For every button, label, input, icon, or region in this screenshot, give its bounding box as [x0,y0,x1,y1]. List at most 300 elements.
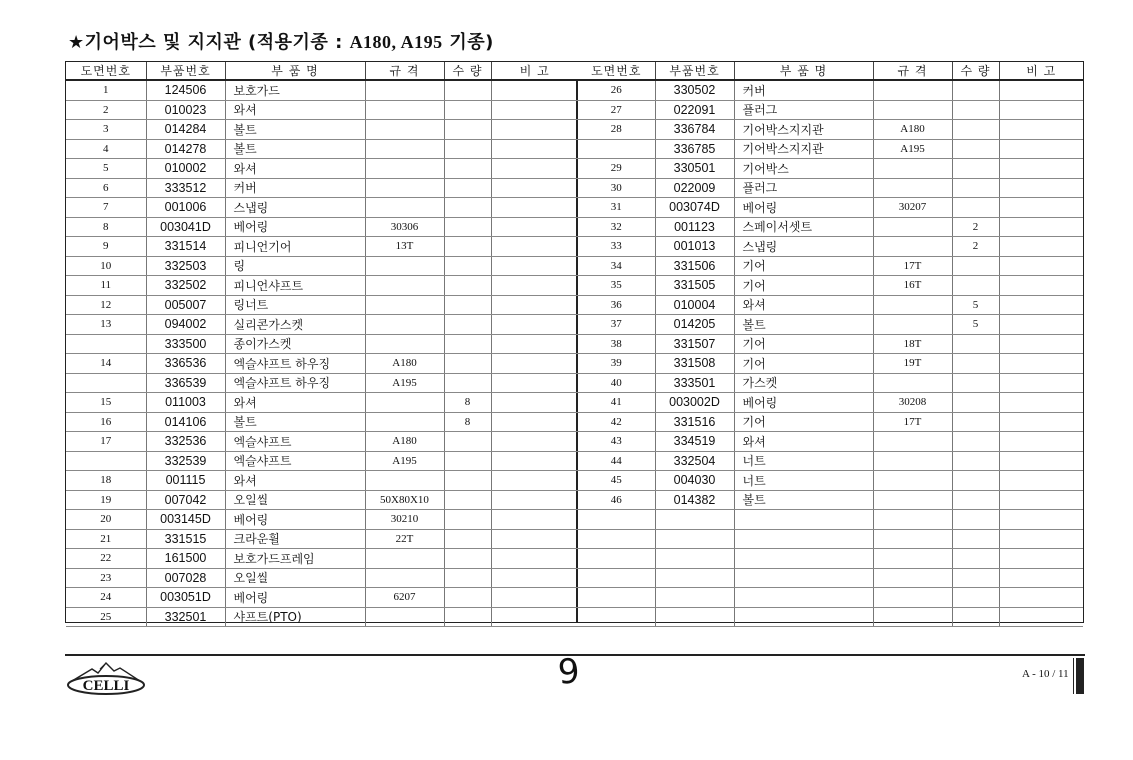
part-name-cell: 기어 [734,256,873,276]
remark-cell [999,568,1083,588]
parts-list [65,61,1084,623]
drawing-no-cell [578,588,655,608]
drawing-no-cell: 31 [578,198,655,218]
table-row [66,178,578,198]
drawing-no-cell: 14 [66,354,146,374]
spec-cell [365,295,444,315]
table-row [578,217,1083,237]
part-name-cell: 베어링 [225,217,365,237]
spec-cell [873,451,952,471]
remark-cell [999,490,1083,510]
table-row [578,432,1083,452]
part-name-cell: 엑슬샤프트 [225,432,365,452]
table-row [578,178,1083,198]
table-row [66,471,578,491]
handwritten-page-mark: 9 [556,651,582,693]
drawing-no-cell: 26 [578,80,655,100]
drawing-no-cell: 8 [66,217,146,237]
drawing-no-cell [66,373,146,393]
table-row [66,393,578,413]
spec-cell: A195 [365,451,444,471]
header-part-no: 부품번호 [146,62,225,80]
drawing-no-cell: 13 [66,315,146,335]
remark-cell [491,607,578,627]
qty-cell [444,295,491,315]
drawing-no-cell: 32 [578,217,655,237]
remark-cell [999,217,1083,237]
remark-cell [999,120,1083,140]
part-no-cell: 014278 [146,139,225,159]
page-title [68,28,494,54]
remark-cell [491,490,578,510]
part-no-cell: 010023 [146,100,225,120]
qty-cell [444,529,491,549]
table-row [578,100,1083,120]
header-qty: 수 량 [444,62,491,80]
qty-cell [952,471,999,491]
drawing-no-cell: 1 [66,80,146,100]
table-row [578,412,1083,432]
drawing-no-cell: 12 [66,295,146,315]
drawing-no-cell: 33 [578,237,655,257]
part-no-cell: 330502 [655,80,734,100]
part-no-cell: 333512 [146,178,225,198]
remark-cell [999,334,1083,354]
spec-cell: A195 [873,139,952,159]
part-no-cell: 331516 [655,412,734,432]
table-row [66,315,578,335]
part-no-cell: 014382 [655,490,734,510]
part-no-cell: 336784 [655,120,734,140]
drawing-no-cell: 37 [578,315,655,335]
part-name-cell: 크라운휠 [225,529,365,549]
qty-cell: 2 [952,237,999,257]
drawing-no-cell: 24 [66,588,146,608]
page-number: A - 10 / 11 [1022,668,1069,680]
qty-cell [444,315,491,335]
table-row [66,568,578,588]
qty-cell [444,471,491,491]
table-row [578,120,1083,140]
qty-cell: 8 [444,393,491,413]
drawing-no-cell [578,568,655,588]
spec-cell [873,159,952,179]
qty-cell [952,159,999,179]
remark-cell [491,276,578,296]
drawing-no-cell: 28 [578,120,655,140]
table-row [578,588,1083,608]
celli-logo [66,659,146,695]
spec-cell [873,432,952,452]
part-no-cell: 333500 [146,334,225,354]
drawing-no-cell: 39 [578,354,655,374]
part-no-cell: 007028 [146,568,225,588]
qty-cell [444,178,491,198]
part-name-cell: 베어링 [734,198,873,218]
table-row [578,237,1083,257]
table-row [66,432,578,452]
qty-cell [952,568,999,588]
part-no-cell: 007042 [146,490,225,510]
remark-cell [999,373,1083,393]
remark-cell [999,412,1083,432]
remark-cell [491,588,578,608]
spec-cell [365,120,444,140]
spec-cell: A180 [365,432,444,452]
part-name-cell: 너트 [734,471,873,491]
qty-cell [444,432,491,452]
drawing-no-cell: 4 [66,139,146,159]
table-row [578,80,1083,100]
part-name-cell: 엑슬샤프트 하우징 [225,373,365,393]
part-no-cell: 336536 [146,354,225,374]
part-no-cell: 333501 [655,373,734,393]
table-row [66,549,578,569]
table-row [578,256,1083,276]
drawing-no-cell [66,334,146,354]
parts-table-body [578,80,1083,627]
remark-cell [999,276,1083,296]
spec-cell [365,256,444,276]
spec-cell [873,568,952,588]
part-no-cell: 003051D [146,588,225,608]
spec-cell [365,100,444,120]
spec-cell [365,276,444,296]
part-name-cell: 피니언샤프트 [225,276,365,296]
spec-cell: 50X80X10 [365,490,444,510]
part-no-cell: 332504 [655,451,734,471]
spec-cell [365,178,444,198]
qty-cell [444,237,491,257]
spec-cell [873,295,952,315]
part-name-cell: 너트 [734,451,873,471]
spec-cell [365,334,444,354]
title-prefix: ★기어박스 및 지지관 (적용기종 : [68,32,350,53]
part-name-cell: 볼트 [225,139,365,159]
spec-cell: 13T [365,237,444,257]
qty-cell [444,80,491,100]
spec-cell: 19T [873,354,952,374]
spec-cell [873,315,952,335]
drawing-no-cell: 19 [66,490,146,510]
part-no-cell: 331508 [655,354,734,374]
qty-cell [952,373,999,393]
part-name-cell: 와셔 [225,393,365,413]
table-row [66,80,578,100]
remark-cell [999,510,1083,530]
spec-cell [365,471,444,491]
drawing-no-cell: 3 [66,120,146,140]
part-no-cell: 331515 [146,529,225,549]
drawing-no-cell: 46 [578,490,655,510]
spec-cell [365,412,444,432]
remark-cell [491,159,578,179]
part-no-cell: 336785 [655,139,734,159]
header-part-name: 부 품 명 [734,62,873,80]
qty-cell [952,120,999,140]
drawing-no-cell: 23 [66,568,146,588]
part-name-cell [734,588,873,608]
table-row [66,334,578,354]
qty-cell: 5 [952,315,999,335]
part-name-cell: 샤프트(PTO) [225,607,365,627]
spec-cell: 17T [873,412,952,432]
remark-cell [491,471,578,491]
qty-cell [444,354,491,374]
qty-cell [444,334,491,354]
spec-cell: 30208 [873,393,952,413]
part-no-cell: 001006 [146,198,225,218]
parts-table [66,62,578,627]
part-name-cell: 피니언기어 [225,237,365,257]
remark-cell [491,393,578,413]
drawing-no-cell: 10 [66,256,146,276]
part-name-cell: 가스켓 [734,373,873,393]
qty-cell [444,549,491,569]
header-remark: 비 고 [491,62,578,80]
qty-cell: 8 [444,412,491,432]
drawing-no-cell: 41 [578,393,655,413]
spec-cell [365,198,444,218]
spec-cell [873,100,952,120]
part-no-cell: 124506 [146,80,225,100]
spec-cell [365,315,444,335]
part-name-cell: 볼트 [734,315,873,335]
spec-cell [873,471,952,491]
part-name-cell: 기어 [734,354,873,374]
remark-cell [491,354,578,374]
qty-cell [444,198,491,218]
table-row [578,334,1083,354]
part-name-cell: 보호가드 [225,80,365,100]
qty-cell [952,490,999,510]
drawing-no-cell: 25 [66,607,146,627]
part-name-cell: 오일씰 [225,490,365,510]
table-row [578,159,1083,179]
remark-cell [491,217,578,237]
drawing-no-cell: 34 [578,256,655,276]
part-no-cell: 014106 [146,412,225,432]
table-row [578,490,1083,510]
header-row [66,62,578,80]
drawing-no-cell [578,139,655,159]
remark-cell [999,451,1083,471]
part-no-cell [655,549,734,569]
page-edge-rule [1073,658,1074,694]
remark-cell [491,139,578,159]
table-row [66,529,578,549]
remark-cell [491,237,578,257]
part-name-cell [734,549,873,569]
qty-cell [444,451,491,471]
part-name-cell: 볼트 [225,120,365,140]
qty-cell [952,139,999,159]
qty-cell [952,178,999,198]
table-row [66,373,578,393]
qty-cell [444,120,491,140]
part-no-cell: 003041D [146,217,225,237]
qty-cell [952,432,999,452]
part-name-cell: 기어 [734,412,873,432]
table-row [578,276,1083,296]
drawing-no-cell: 21 [66,529,146,549]
header-part-name: 부 품 명 [225,62,365,80]
table-row [66,159,578,179]
drawing-no-cell: 43 [578,432,655,452]
table-row [578,568,1083,588]
part-no-cell: 332503 [146,256,225,276]
part-no-cell: 001013 [655,237,734,257]
qty-cell [444,256,491,276]
part-name-cell: 볼트 [225,412,365,432]
part-name-cell: 볼트 [734,490,873,510]
table-row [578,373,1083,393]
part-no-cell: 001115 [146,471,225,491]
qty-cell [444,568,491,588]
part-name-cell: 기어박스지지관 [734,139,873,159]
qty-cell [952,607,999,627]
header-spec: 규 격 [365,62,444,80]
remark-cell [999,256,1083,276]
spec-cell [873,529,952,549]
part-name-cell: 스페이서셋트 [734,217,873,237]
qty-cell [952,510,999,530]
table-row [66,490,578,510]
part-no-cell: 332501 [146,607,225,627]
part-no-cell [655,529,734,549]
qty-cell [444,100,491,120]
drawing-no-cell: 11 [66,276,146,296]
remark-cell [491,568,578,588]
page-edge-bar [1076,658,1084,694]
part-no-cell: 003074D [655,198,734,218]
table-row [66,276,578,296]
part-no-cell: 331506 [655,256,734,276]
drawing-no-cell: 7 [66,198,146,218]
table-row [578,451,1083,471]
spec-cell [365,393,444,413]
spec-cell [873,588,952,608]
spec-cell: A180 [873,120,952,140]
part-no-cell: 003145D [146,510,225,530]
part-name-cell [734,510,873,530]
part-name-cell: 커버 [734,80,873,100]
drawing-no-cell: 20 [66,510,146,530]
drawing-no-cell: 42 [578,412,655,432]
part-no-cell [655,607,734,627]
table-row [578,393,1083,413]
qty-cell [444,510,491,530]
part-no-cell: 094002 [146,315,225,335]
remark-cell [491,178,578,198]
remark-cell [491,510,578,530]
table-row [578,139,1083,159]
parts-table [578,62,1083,627]
remark-cell [999,529,1083,549]
table-row [578,510,1083,530]
remark-cell [999,588,1083,608]
part-name-cell: 와셔 [225,471,365,491]
part-name-cell: 와셔 [225,100,365,120]
part-no-cell: 022091 [655,100,734,120]
spec-cell [365,159,444,179]
remark-cell [999,178,1083,198]
remark-cell [491,256,578,276]
qty-cell [952,354,999,374]
part-no-cell: 014284 [146,120,225,140]
part-no-cell: 005007 [146,295,225,315]
qty-cell [952,451,999,471]
spec-cell [873,178,952,198]
qty-cell [952,412,999,432]
remark-cell [491,198,578,218]
table-row [578,295,1083,315]
header-part-no: 부품번호 [655,62,734,80]
remark-cell [491,100,578,120]
remark-cell [999,607,1083,627]
part-no-cell: 334519 [655,432,734,452]
remark-cell [999,295,1083,315]
remark-cell [999,159,1083,179]
part-no-cell: 010004 [655,295,734,315]
spec-cell: 30306 [365,217,444,237]
drawing-no-cell: 22 [66,549,146,569]
table-row [66,100,578,120]
part-name-cell: 엑슬샤프트 하우징 [225,354,365,374]
remark-cell [491,432,578,452]
remark-cell [491,451,578,471]
spec-cell [873,549,952,569]
table-row [66,217,578,237]
part-name-cell: 오일씰 [225,568,365,588]
qty-cell [444,490,491,510]
qty-cell [952,80,999,100]
parts-table-right [578,62,1083,622]
remark-cell [999,471,1083,491]
spec-cell: 30210 [365,510,444,530]
header-drawing-no: 도면번호 [578,62,655,80]
part-no-cell: 161500 [146,549,225,569]
part-no-cell: 330501 [655,159,734,179]
drawing-no-cell: 35 [578,276,655,296]
part-no-cell: 331507 [655,334,734,354]
part-name-cell: 플러그 [734,100,873,120]
part-name-cell: 기어박스 [734,159,873,179]
table-row [578,315,1083,335]
table-row [66,237,578,257]
drawing-no-cell: 18 [66,471,146,491]
drawing-no-cell: 6 [66,178,146,198]
part-name-cell: 링너트 [225,295,365,315]
drawing-no-cell: 38 [578,334,655,354]
table-row [578,549,1083,569]
table-row [66,607,578,627]
part-name-cell [734,607,873,627]
table-row [578,354,1083,374]
part-no-cell [655,568,734,588]
qty-cell [952,276,999,296]
remark-cell [491,549,578,569]
spec-cell: A180 [365,354,444,374]
remark-cell [491,295,578,315]
part-name-cell: 커버 [225,178,365,198]
part-no-cell: 010002 [146,159,225,179]
part-name-cell: 와셔 [734,432,873,452]
drawing-no-cell: 9 [66,237,146,257]
qty-cell [952,256,999,276]
part-name-cell: 링 [225,256,365,276]
remark-cell [491,412,578,432]
